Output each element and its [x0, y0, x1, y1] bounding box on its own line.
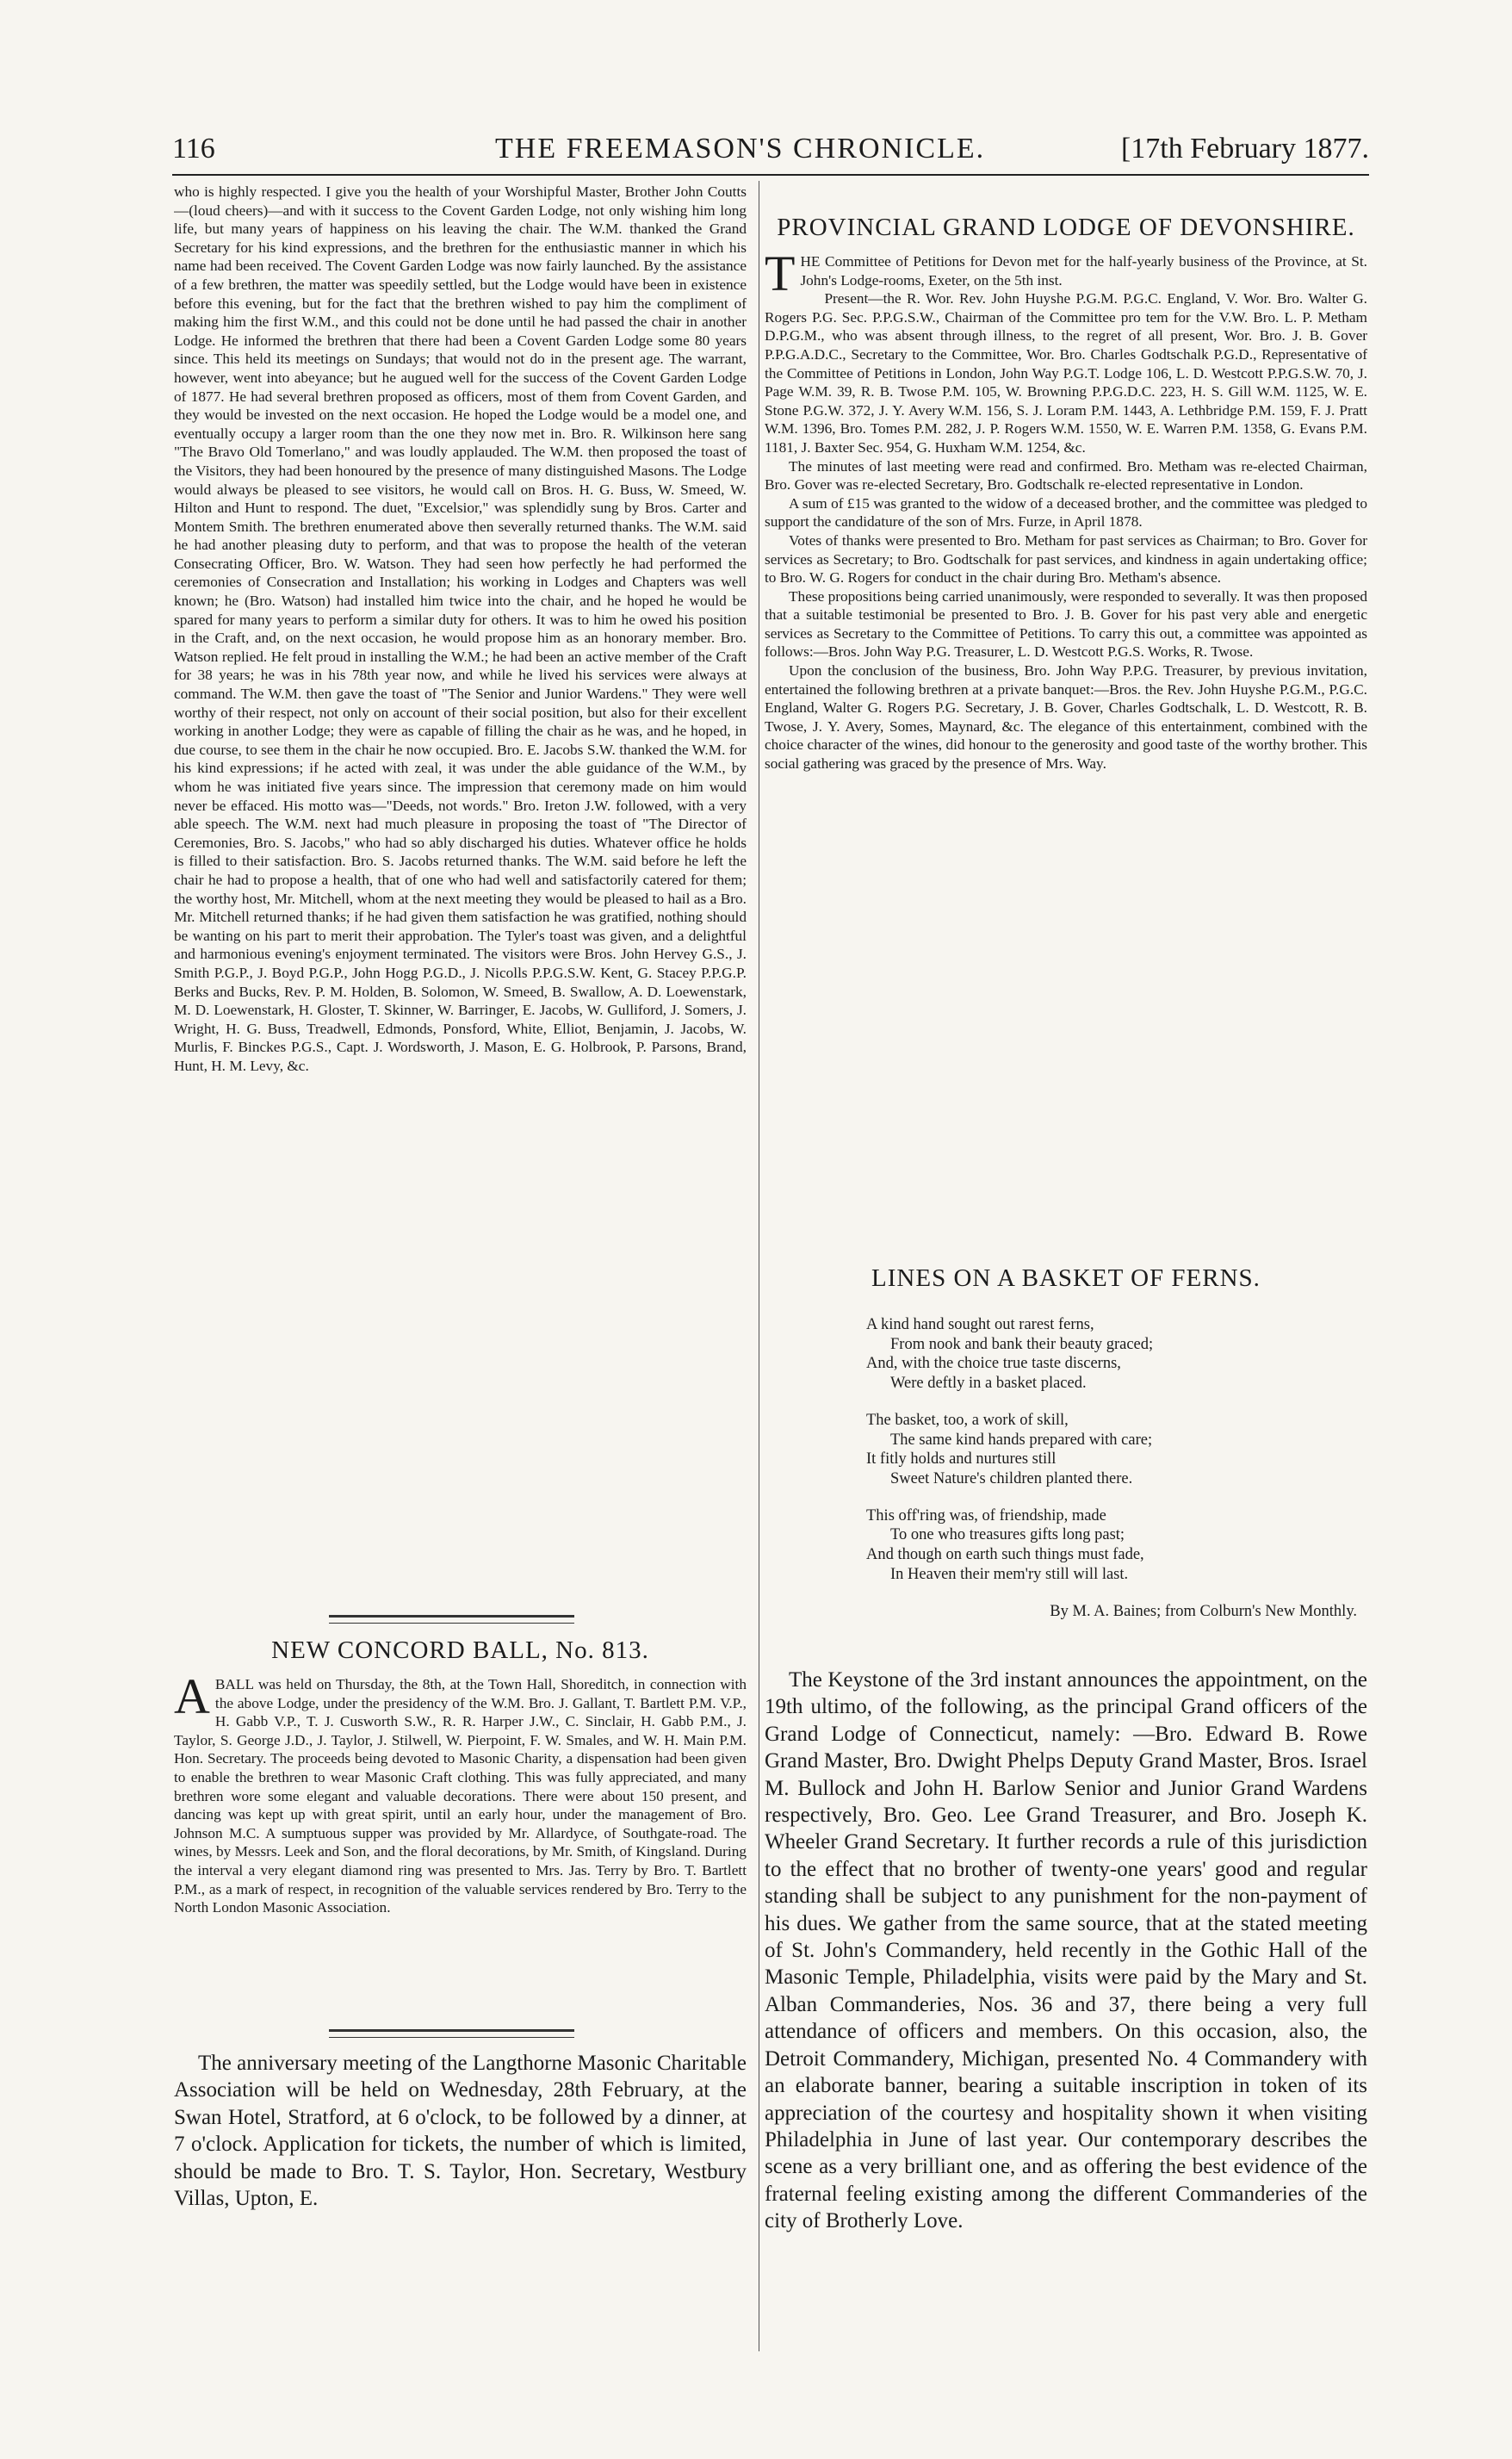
devon-paragraph-7: Upon the conclusion of the business, Bro. John Way P.P.G. Treasurer, by previous invitation, entertained the following brethren at a private banquet:—Bros. the Rev. John Huyshe P.G.M., P.G.C. England, Walter G. Rogers P.G. Secretary, J. B. Gover, Charles Godtschalk, L. D. Westcott, R. B. Twose, J. Y. Avery, Somes, Maynard, &c. The elegance of this entertainment, combined with the choice character of the wines, did honour to the generosity and good taste of the worthy brother. This social gathering was graced by the presence of Mrs. Way. [765, 662, 1367, 773]
devonshire-article [765, 183, 1367, 1225]
keystone-article [765, 1667, 1367, 2347]
devon-paragraph-6: These propositions being carried unanimously, were responded to severally. It was then proposed that a suitable testimonial be presented to Bro. J. B. Gover for his past very able and energetic services as Secretary to the Committee of Petitions. To carry this out, a committee was appointed as follows:—Bros. John Way P.G. Treasurer, L. D. Westcott P.G.S. Works, R. Twose. [765, 587, 1367, 661]
header-rule [172, 174, 1369, 176]
article-separator [329, 2029, 574, 2038]
poem-body [866, 1315, 1367, 1584]
langthorne-text: The anniversary meeting of the Langthorne Masonic Charitable Association will be held on Wednesday, 28th February, at the Swan Hotel, Stratford, at 6 o'clock, to be followed by a dinner, at 7 o'clock. Application for tickets, the number of which is limited, should be made to Bro. T. S. Taylor, Hon. Secretary, Westbury Villas, Upton, E. [174, 2052, 747, 2211]
drop-cap: T [765, 245, 796, 301]
article-title: PROVINCIAL GRAND LODGE OF DEVONSHIRE. [777, 214, 1355, 241]
devon-paragraph-4: A sum of £15 was granted to the widow of a deceased brother, and the committee was pledged to support the candidature of the son of Mrs. Furze, in April 1878. [765, 494, 1367, 531]
devon-paragraph-5: Votes of thanks were presented to Bro. Metham for past services as Chairman; to Bro. Gover for services as Secretary; to Bro. Godtschalk for past services, and kindness in again undertaking office; to Bro. W. G. Rogers for conduct in the chair during Bro. Metham's absence. [765, 531, 1367, 587]
poem-basket-of-ferns [765, 1240, 1367, 1658]
covent-garden-continued [174, 183, 747, 1608]
langthorne-notice [174, 2050, 747, 2343]
poem-line: A kind hand sought out rarest ferns, [866, 1316, 1094, 1333]
poem-line: Sweet Nature's children planted there. [890, 1469, 1133, 1487]
poem-line: The same kind hands prepared with care; [890, 1431, 1153, 1449]
poem-line: This off'ring was, of friendship, made [866, 1506, 1106, 1524]
issue-date: [17th February 1877. [1120, 133, 1369, 165]
poem-attribution: By M. A. Baines; from Colburn's New Monthly. [1050, 1603, 1357, 1621]
new-concord-ball-article [174, 1636, 747, 2007]
poem-line: Were deftly in a basket placed. [890, 1375, 1087, 1393]
article-body: BALL was held on Thursday, the 8th, at the Town Hall, Shoreditch, in connection with the above Lodge, under the presidency of the W.M. Bro. J. Gallant, T. Bartlett P.M. V.P., H. Gabb V.P., T. J. Cusworth S.W., R. R. Harper J.W., C. Sinclair, H. Gabb P.M., J. Taylor, S. George J.D., J. Taylor, J. Stilwell, W. Pierpoint, F. W. Smales, and W. H. Main P.M. Hon. Secretary. The proceeds being devoted to Masonic Charity, a dispensation had been given to enable the brethren to wear Masonic Craft clothing. This was fully appreciated, and many brethren wore some elegant and valuable decorations. There were about 150 present, and dancing was kept up with great spirit, until an early hour, under the management of Bro. Johnson M.C. A sumptuous supper was provided by Mr. Allardyce, of Southgate-road. The wines, by Messrs. Leek and Son, and the floral decorations, by Mr. Smith, of Kingsland. During the interval a very elegant diamond ring was presented to Mrs. Jas. Terry by Bro. T. Bartlett P.M., as a mark of respect, in recognition of the valuable services rendered by Bro. Terry to the North London Masonic Association. [174, 1676, 747, 1916]
poem-line: The basket, too, a work of skill, [866, 1411, 1069, 1429]
devon-paragraph-2: Present—the R. Wor. Rev. John Huyshe P.G.M. P.G.C. England, V. Wor. Bro. Walter G. Rogers P.G. Sec. P.P.G.S.W., Chairman of the Committee pro tem for the V.W. Bro. L. P. Metham D.P.G.M., who was absent through illness, to the regret of all present, Wor. Bro. J. B. Gover P.P.G.A.D.C., Secretary to the Committee, Wor. Bro. Charles Godtschalk P.G.D., Representative of the Committee of Petitions in London, John Way P.G.T. Lodge 106, L. D. Westcott P.P.G.S.W. 70, J. Page W.M. 39, R. B. Twose P.M. 105, W. Browning P.P.G.D.C. 223, H. S. Gill W.M. 1125, W. E. Stone P.G.W. 372, J. Y. Avery W.M. 156, S. J. Loram P.M. 1443, A. Lethbridge P.M. 159, F. J. Pratt W.M. 1396, Bro. Tomes P.M. 282, J. P. Rogers W.M. 1550, W. E. Warren P.M. 1358, G. Evans P.M. 1181, J. Baxter Sec. 954, G. Huxham W.M. 1254, &c. [765, 290, 1367, 456]
poem-line: It fitly holds and nurtures still [866, 1450, 1057, 1469]
page-header [172, 131, 1369, 171]
drop-cap: A [174, 1668, 210, 1724]
page-number: 116 [172, 133, 215, 165]
running-title: THE FREEMASON'S CHRONICLE. [495, 133, 986, 165]
poem-line: To one who treasures gifts long past; [890, 1526, 1125, 1544]
poem-line: From nook and bank their beauty graced; [890, 1335, 1154, 1353]
poem-line: In Heaven their mem'ry still will last. [890, 1565, 1129, 1583]
poem-line: And, with the choice true taste discerns, [866, 1355, 1121, 1373]
poem-title: LINES ON A BASKET OF FERNS. [871, 1264, 1261, 1292]
covent-garden-report: who is highly respected. I give you the health of your Worshipful Master, Brother John Coutts—(loud cheers)—and with it success to the Covent Garden Lodge, not only wishing him long life, but many years of happiness on his leaving the chair. The W.M. thanked the Grand Secretary for his kind expressions, and the brethren for the enthusiastic manner in which his name had been received. The Covent Garden Lodge was now fairly launched. By the assistance of a few brethren, the matter was speedily settled, but the Lodge would have been in existence before this evening, but for the fact that the brethren wished to pay him the compliment of making him the first W.M., and this could not be done until he had passed the chair in another Lodge. He informed the brethren that there had been a Covent Garden Lodge some 80 years since. This held its meetings on Sundays; that would not do in the present age. The warrant, however, went into abeyance; but he augued well for the success of the Covent Garden Lodge of 1877. He had several brethren proposed as officers, most of them from Covent Garden, and they would be invested on the next occasion. He hoped the Lodge would be a model one, and eventually occupy a larger room than the one they now met in. Bro. R. Wilkinson here sang "The Bravo Old Tomerlano," and was loudly applauded. The W.M. then proposed the toast of the Visitors, they had been honoured by the presence of many distinguished Masons. The Lodge would always be pleased to see visitors, he would call on Bros. H. G. Buss, W. Smeed, W. Hilton and Hunt to respond. The duet, "Excelsior," was splendidly sung by Bros. Carter and Montem Smith. The brethren enumerated above then severally returned thanks. The W.M. said he had another pleasing duty to perform, and that was to propose the health of the veteran Consecrating Officer, Bro. W. Watson. They had seen how perfectly he had performed the ceremonies of Consecration and Installation; his working in Lodges and Chapters was well known; he (Bro. Watson) had installed him twice into the chair, and he hoped he would be spared for many years to perform a similar duty for others. It was to him he owed his position in the Craft, and, on the next occasion, he would propose him as an honorary member. Bro. Watson replied. He felt proud in installing the W.M.; he had been an active member of the Craft for 38 years; he was in his 78th year now, and while he lived his services were always at command. The W.M. then gave the toast of "The Senior and Junior Wardens." They were well worthy of their respect, not only on account of their social position, but also for their excellent working in another Lodge; they were as capable of filling the chair as he was, and he hoped, in due course, to see them in the chair he now occupied. Bro. E. Jacobs S.W. thanked the W.M. for his kind expressions; if he acted with zeal, it was under the able guidance of the W.M., by whom he was initiated five years since. The impression that ceremony made on him would never be effaced. His motto was—"Deeds, not words." Bro. Ireton J.W. followed, with a very able speech. The W.M. next had much pleasure in proposing the toast of "The Director of Ceremonies, Bro. S. Jacobs," who had so ably discharged his duties. Whatever office he holds is filled to their satisfaction. Bro. S. Jacobs returned thanks. The W.M. said before he left the chair he had to propose a health, that of one who had well and satisfactorily catered for them; the worthy host, Mr. Mitchell, whom at the next meeting they would be pleased to hail as a Bro. Mr. Mitchell returned thanks; if he had given them satisfaction he was gratified, nothing should be wanting on his part to merit their approbation. The Tyler's toast was given, and a delightful and harmonious evening's enjoyment terminated. The visitors were Bros. John Hervey G.S., J. Smith P.G.P., J. Boyd P.G.P., John Hogg P.G.D., J. Nicolls P.P.G.S.W. Kent, G. Stacey P.P.G.P. Berks and Bucks, Rev. P. M. Holden, B. Solomon, W. Smeed, B. Swallow, A. D. Loewenstark, M. D. Loewenstark, H. Gloster, T. Skinner, W. Barringer, E. Jacobs, W. Gulliford, J. Somers, J. Wright, H. G. Buss, Treadwell, Edmonds, Ponsford, White, Elliot, Benjamin, J. Jacobs, W. Murlis, F. Binckes P.G.S., Capt. J. Wordsworth, J. Mason, E. G. Holbrook, P. Parsons, Brand, Hunt, H. M. Levy, &c. [174, 183, 747, 1074]
devon-paragraph-3: The minutes of last meeting were read and confirmed. Bro. Metham was re-elected Chairman, Bro. Gover was re-elected Secretary, Bro. Godtschalk re-elected representative in London. [765, 457, 1367, 494]
poem-line: And though on earth such things must fade, [866, 1546, 1144, 1564]
article-separator [329, 1615, 574, 1624]
keystone-text: The Keystone of the 3rd instant announces the appointment, on the 19th ultimo, of the following, as the principal Grand officers of the Grand Lodge of Connecticut, namely: —Bro. Edward B. Rowe Grand Master, Bro. Dwight Phelps Deputy Grand Master, Bros. Israel M. Bullock and John H. Barlow Senior and Junior Grand Wardens respectively, Bro. Geo. Lee Grand Treasurer, and Bro. Joseph K. Wheeler Grand Secretary. It further records a rule of this jurisdiction to the effect that no brother of twenty-one years' good and regular standing shall be subject to any punishment for the non-payment of his dues. We gather from the same source, that at the stated meeting of St. John's Commandery, held recently in the Gothic Hall of the Masonic Temple, Philadelphia, visits were paid by the Mary and St. Alban Commanderies, Nos. 36 and 37, there being a very full attendance of officers and members. On this occasion, also, the Detroit Commandery, Michigan, presented No. 4 Commandery with an elaborate banner, bearing a suitable inscription in token of its appreciation of the courtesy and hospitality shown it when visiting Philadelphia in June of last year. Our contemporary describes the scene as a very brilliant one, and as offering the best evidence of the fraternal feeling existing among the different Commanderies of the city of Brotherly Love. [765, 1668, 1367, 2233]
devon-paragraph-1: HE Committee of Petitions for Devon met for the half-yearly business of the Province, at St. John's Lodge-rooms, Exeter, on the 5th inst. [800, 253, 1367, 289]
article-title: NEW CONCORD BALL, No. 813. [271, 1636, 649, 1664]
